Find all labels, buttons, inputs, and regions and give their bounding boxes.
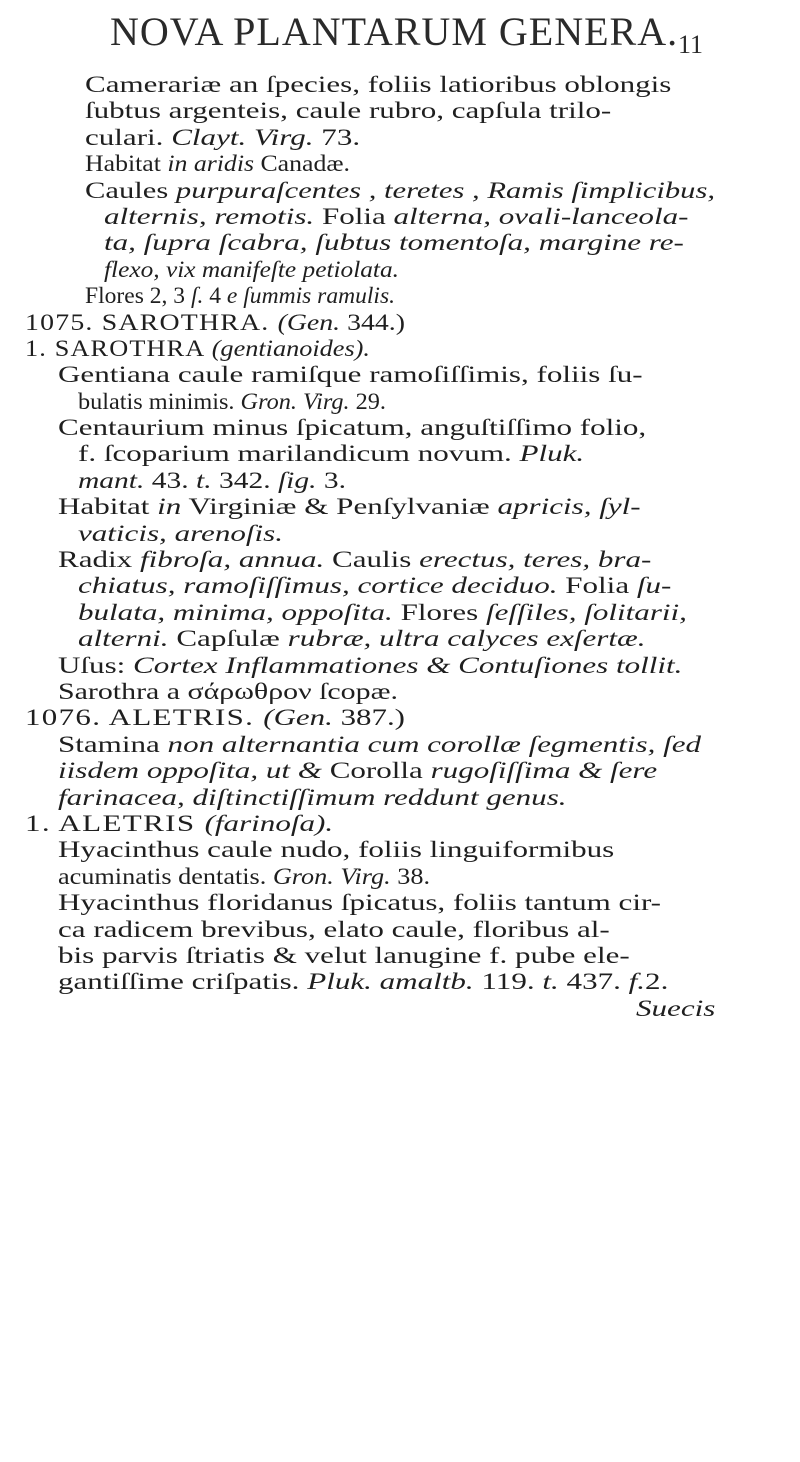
- text-line-content: [25, 310, 405, 336]
- text-line-content: [25, 705, 405, 731]
- text-line-content: [58, 943, 630, 969]
- text-line: [0, 230, 800, 256]
- text-run: gantiſſime criſpatis.: [58, 969, 308, 995]
- text-line: [0, 943, 800, 969]
- text-run: ſig.: [277, 467, 317, 493]
- text-run: Gentiana caule ramiſque ramoſiſſimis, foliis ſu-: [58, 362, 643, 388]
- text-run: rugoſiſſima & ſere: [430, 758, 658, 784]
- text-run: Sarothra a σάρωθρον ſcopæ.: [58, 678, 398, 704]
- text-line: [0, 679, 800, 705]
- text-line: [0, 441, 800, 467]
- text-line: [0, 890, 800, 916]
- text-run: ſeſſiles, ſolitarii,: [485, 599, 687, 625]
- text-run: bulatis minimis.: [78, 388, 241, 414]
- text-line: [0, 785, 800, 811]
- text-run: Hyacinthus caule nudo, foliis linguiformibus: [58, 837, 615, 863]
- text-run: Radix: [58, 547, 140, 573]
- text-run: Capſulæ: [168, 626, 288, 652]
- text-line: [0, 310, 800, 336]
- text-line: [0, 969, 800, 995]
- text-run: 2.: [645, 969, 669, 995]
- text-run: ſu-: [636, 573, 672, 599]
- text-line: [0, 811, 800, 837]
- text-line-content: [78, 441, 584, 467]
- text-run: Gron. Virg.: [240, 388, 350, 414]
- text-line: [0, 732, 800, 758]
- text-run: ſubtus argenteis, caule rubro, capſula trilo-: [85, 98, 612, 124]
- text-run: 119.: [473, 969, 543, 995]
- text-run: Habitat: [85, 151, 168, 177]
- text-run: 437.: [558, 969, 629, 995]
- text-run: Clayt. Virg.: [171, 124, 314, 150]
- text-line-content: [58, 679, 398, 705]
- text-line: [0, 547, 800, 573]
- text-line-content: [85, 283, 395, 309]
- text-run: bulata, minima, oppoſita.: [78, 599, 393, 625]
- text-line-content: [104, 230, 684, 256]
- text-run: ta, ſupra ſcabra, ſubtus tomentoſa, margine re-: [104, 230, 684, 256]
- text-line-content: [58, 415, 646, 441]
- text-line: [0, 336, 800, 362]
- text-run: chiatus, ramoſiſſimus, cortice deciduo.: [78, 573, 558, 599]
- text-line-content: [58, 890, 661, 916]
- text-line: [0, 705, 800, 731]
- text-line: [0, 283, 800, 309]
- text-run: Gron. Virg.: [272, 863, 391, 889]
- text-line-content: [636, 996, 715, 1022]
- text-run: ſ.: [190, 283, 204, 309]
- text-run: non alternantia cum corollæ ſegmentis, ſed: [167, 731, 702, 757]
- text-run: in: [157, 494, 182, 520]
- text-run: 1076. ALETRIS.: [25, 705, 264, 731]
- text-line: [0, 98, 800, 124]
- text-line: [0, 204, 800, 230]
- text-run: Flores: [392, 599, 486, 625]
- text-run: 387.): [332, 705, 405, 731]
- running-title: NOVA PLANTARUM GENERA.: [110, 9, 679, 54]
- text-run: Hyacinthus floridanus ſpicatus, foliis tantum cir-: [58, 890, 662, 916]
- text-line: [0, 864, 800, 890]
- text-run: 1. ALETRIS: [25, 810, 205, 836]
- text-run: in aridis: [167, 151, 255, 177]
- text-run: Caules: [85, 177, 176, 203]
- text-run: mant.: [78, 467, 145, 493]
- text-run: flexo, vix manifeſte petiolata.: [104, 256, 399, 282]
- text-run: ca radicem brevibus, elato caule, floribus al-: [58, 916, 610, 942]
- text-run: alterna, ovali-lanceola-: [393, 203, 689, 229]
- text-run: 43.: [144, 467, 197, 493]
- text-run: f. ſcoparium marilandicum novum.: [78, 441, 520, 467]
- text-line: [0, 151, 800, 177]
- text-run: erectus, teres, bra-: [419, 547, 652, 573]
- text-line: [0, 415, 800, 441]
- text-run: farinacea, diſtinctiſſimum reddunt genus.: [58, 784, 567, 810]
- text-line-content: [104, 257, 399, 283]
- text-run: Folia: [557, 573, 637, 599]
- text-line-content: [58, 547, 651, 573]
- text-line-content: [78, 600, 687, 626]
- text-run: 342.: [211, 467, 278, 493]
- text-line-content: [85, 125, 360, 151]
- text-run: Pluk. amaltb.: [307, 969, 474, 995]
- text-line-content: [58, 494, 641, 520]
- body-text: [0, 72, 800, 1022]
- text-run: Canadæ.: [254, 151, 350, 177]
- text-run: Virginiæ & Penſylvaniæ: [181, 494, 498, 520]
- page-number: 11: [678, 30, 704, 59]
- text-run: 29.: [349, 388, 386, 414]
- text-line: [0, 837, 800, 863]
- text-run: t.: [196, 467, 212, 493]
- text-run: 3.: [316, 467, 346, 493]
- text-line-content: [85, 98, 611, 124]
- text-run: 1075. SAROTHRA.: [25, 309, 278, 335]
- text-run: Uſus:: [58, 652, 134, 678]
- text-line-content: [58, 732, 701, 758]
- text-line: [0, 494, 800, 520]
- text-line: [0, 468, 800, 494]
- text-run: (gentianoides).: [211, 335, 370, 361]
- text-line: [0, 389, 800, 415]
- text-line-content: [58, 785, 567, 811]
- text-run: culari.: [85, 124, 172, 150]
- text-run: 1. SAROTHRA: [25, 335, 212, 361]
- text-line: [0, 626, 800, 652]
- text-run: bis parvis ſtriatis & velut lanugine f. pube ele-: [58, 942, 630, 968]
- text-run: Caulis: [324, 547, 420, 573]
- text-line: [0, 521, 800, 547]
- text-line-content: [85, 72, 671, 98]
- page-header: [0, 8, 800, 68]
- text-line-content: [58, 758, 657, 784]
- text-run: alterni.: [78, 626, 169, 652]
- text-run: fibroſa, annua.: [139, 547, 325, 573]
- text-run: f.: [628, 969, 646, 995]
- text-line-content: [25, 336, 370, 362]
- text-line-content: [58, 864, 430, 890]
- text-run: purpuraſcentes , teretes , Ramis ſimplicibus,: [175, 177, 715, 203]
- text-run: (Gen.: [263, 705, 333, 731]
- text-run: 38.: [390, 863, 430, 889]
- text-run: Stamina: [58, 731, 168, 757]
- text-run: (farinoſa).: [204, 810, 334, 836]
- text-line-content: [58, 969, 668, 995]
- text-run: alternis, remotis.: [104, 203, 315, 229]
- text-line: [0, 653, 800, 679]
- text-run: Corolla: [321, 758, 431, 784]
- text-run: Habitat: [58, 494, 158, 520]
- text-line-content: [58, 917, 610, 943]
- text-line-content: [78, 573, 671, 599]
- text-line-content: [58, 362, 643, 388]
- text-line: [0, 257, 800, 283]
- text-line: [0, 996, 800, 1022]
- text-run: 4: [203, 283, 227, 309]
- text-line: [0, 917, 800, 943]
- text-line: [0, 758, 800, 784]
- text-run: t.: [542, 969, 559, 995]
- text-run: Pluk.: [519, 441, 585, 467]
- text-line-content: [78, 468, 346, 494]
- text-line-content: [58, 653, 682, 679]
- text-run: Camerariæ an ſpecies, foliis latioribus oblongis: [85, 72, 672, 97]
- text-line-content: [85, 178, 715, 204]
- text-run: (Gen.: [277, 309, 341, 335]
- text-line-content: [58, 837, 614, 863]
- text-line: [0, 72, 800, 98]
- text-run: Cortex Inflammationes & Contuſiones tollit.: [133, 652, 683, 678]
- text-line-content: [78, 626, 646, 652]
- text-line-content: [78, 521, 283, 547]
- text-line: [0, 125, 800, 151]
- text-line: [0, 573, 800, 599]
- text-line: [0, 178, 800, 204]
- text-line: [0, 600, 800, 626]
- text-line-content: [25, 811, 333, 837]
- text-run: vaticis, arenoſis.: [78, 520, 283, 546]
- text-run: acuminatis dentatis.: [58, 863, 273, 889]
- text-run: Folia: [314, 203, 394, 229]
- text-run: 344.): [340, 309, 405, 335]
- text-run: iisdem oppoſita, ut &: [58, 758, 322, 784]
- text-run: Flores 2, 3: [85, 283, 191, 309]
- text-run: Suecis: [636, 995, 716, 1021]
- text-run: apricis, ſyl-: [497, 494, 641, 520]
- text-run: rubræ, ultra calyces exſertæ.: [287, 626, 646, 652]
- text-run: Centaurium minus ſpicatum, anguſtiſſimo folio,: [58, 415, 647, 441]
- text-line: [0, 362, 800, 388]
- text-line-content: [104, 204, 688, 230]
- text-run: e ſummis ramulis.: [226, 283, 395, 309]
- text-line-content: [85, 151, 350, 177]
- text-run: 73.: [313, 124, 361, 150]
- text-line-content: [78, 389, 386, 415]
